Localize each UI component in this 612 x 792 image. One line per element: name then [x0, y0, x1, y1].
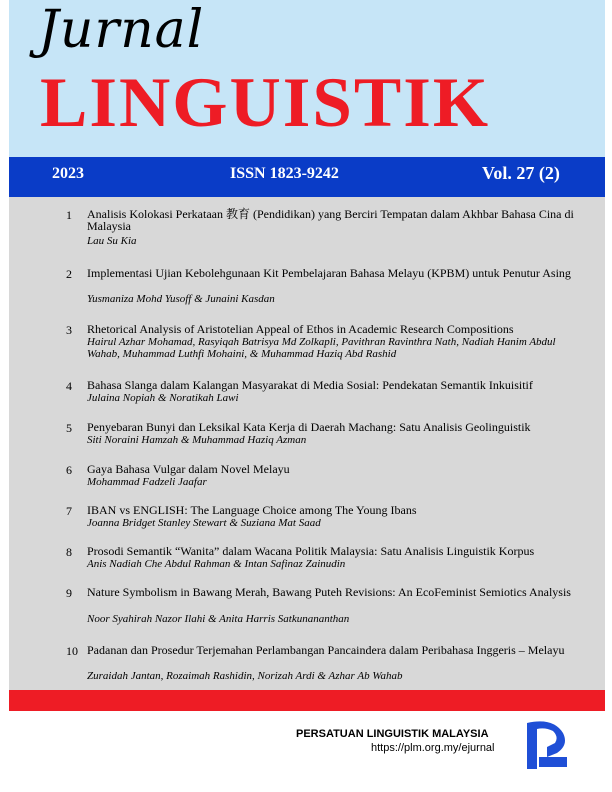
info-bar: [9, 157, 605, 197]
entry-title: Gaya Bahasa Vulgar dalam Novel Melayu: [87, 462, 290, 476]
journal-url[interactable]: https://plm.org.my/ejurnal: [371, 742, 495, 754]
entry-title: Prosodi Semantik “Wanita” dalam Wacana Politik Malaysia: Satu Analisis Linguistik Korpus: [87, 544, 535, 558]
journal-label: Jurnal: [38, 0, 205, 60]
publisher-name: PERSATUAN LINGUISTIK MALAYSIA: [296, 728, 489, 740]
entry-title: Padanan dan Prosedur Terjemahan Perlambangan Pancaindera dalam Peribahasa Inggeris – Melayu: [87, 643, 565, 657]
entry-title: Analisis Kolokasi Perkataan 教育 (Pendidikan) yang Berciri Tempatan dalam Akhbar Bahasa Cina di Malaysia: [87, 207, 574, 233]
volume-number: Vol. 27 (2): [482, 163, 560, 183]
entry-number: 8: [66, 545, 72, 559]
entry-authors: Joanna Bridget Stanley Stewart & Suziana Mat Saad: [87, 517, 321, 529]
journal-title: LINGUISTIK: [40, 64, 491, 142]
entry-authors: Zuraidah Jantan, Rozaimah Rashidin, Norizah Ardi & Azhar Ab Wahab: [87, 670, 403, 682]
entry-title: Bahasa Slanga dalam Kalangan Masyarakat di Media Sosial: Pendekatan Semantik Inkuisitif: [87, 378, 533, 392]
entry-number: 6: [66, 463, 72, 477]
plm-logo-icon: [517, 713, 579, 775]
footer-red-bar: [9, 690, 605, 711]
entry-authors: Noor Syahirah Nazor Ilahi & Anita Harris Satkunananthan: [87, 613, 350, 625]
entry-authors: Hairul Azhar Mohamad, Rasyiqah Batrisya Md Zolkapli, Pavithran Ravinthra Nath, Nadiah Hanim Abdul Wahab, Muhammad Luthfi Mohaini, & Muhammad Haziq Abd Rashid: [87, 336, 556, 360]
table-of-contents: [9, 197, 605, 690]
entry-title: Implementasi Ujian Kebolehgunaan Kit Pembelajaran Bahasa Melayu (KPBM) untuk Penutur Asing: [87, 266, 571, 280]
entry-number: 2: [66, 267, 72, 281]
entry-title: Nature Symbolism in Bawang Merah, Bawang Puteh Revisions: An EcoFeminist Semiotics Analysis: [87, 585, 571, 599]
entry-authors: Julaina Nopiah & Noratikah Lawi: [87, 392, 239, 404]
issn-number: ISSN 1823-9242: [230, 165, 339, 182]
entry-authors: Yusmaniza Mohd Yusoff & Junaini Kasdan: [87, 293, 275, 305]
entry-number: 3: [66, 323, 72, 337]
entry-number: 1: [66, 208, 72, 222]
entry-number: 5: [66, 421, 72, 435]
entry-title: Rhetorical Analysis of Aristotelian Appeal of Ethos in Academic Research Compositions: [87, 322, 514, 336]
entry-title: IBAN vs ENGLISH: The Language Choice among The Young Ibans: [87, 503, 417, 517]
entry-authors: Siti Noraini Hamzah & Muhammad Haziq Azman: [87, 434, 307, 446]
entry-authors: Mohammad Fadzeli Jaafar: [87, 476, 207, 488]
entry-authors: Lau Su Kia: [87, 235, 137, 247]
entry-title: Penyebaran Bunyi dan Leksikal Kata Kerja di Daerah Machang: Satu Analisis Geolinguistik: [87, 420, 531, 434]
issue-year: 2023: [52, 165, 84, 182]
entry-number: 10: [66, 644, 78, 658]
entry-number: 9: [66, 586, 72, 600]
entry-number: 7: [66, 504, 72, 518]
entry-number: 4: [66, 379, 72, 393]
entry-authors: Anis Nadiah Che Abdul Rahman & Intan Safinaz Zainudin: [87, 558, 346, 570]
